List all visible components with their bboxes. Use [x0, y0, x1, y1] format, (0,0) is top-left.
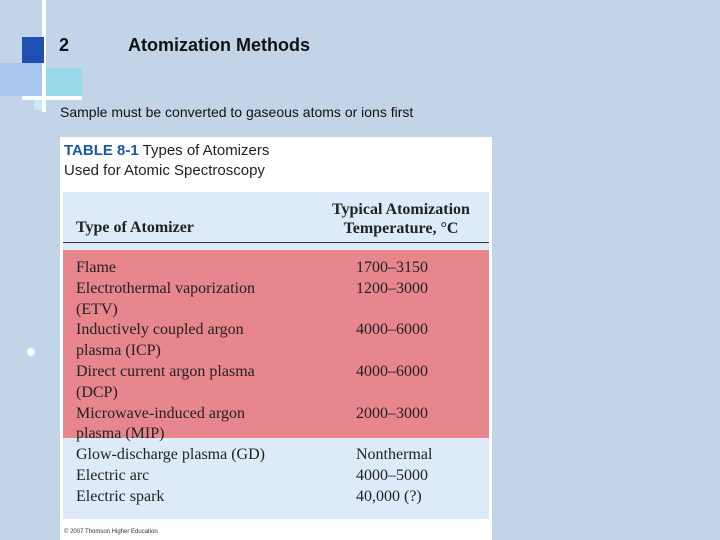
atomization-temperature: 1700–3150 [356, 259, 428, 276]
atomizer-name [76, 362, 311, 404]
table-title-line1: Types of Atomizers [142, 142, 270, 159]
atomization-temperature: 4000–6000 [356, 362, 428, 380]
atomization-temperature: 1200–3000 [356, 279, 428, 297]
decor-horizontal-bar [22, 96, 82, 100]
atomizer-name-line2: plasma (ICP) [76, 342, 161, 360]
atomization-temperature: 4000–6000 [356, 321, 428, 339]
decor-square-pale [34, 100, 42, 110]
atomizer-name [76, 487, 311, 508]
table-title-line2: Used for Atomic Spectroscopy [64, 162, 265, 179]
atomizer-name-line1: Flame [76, 259, 116, 276]
table-row [63, 487, 489, 508]
atomizer-name-line2: plasma (MIP) [76, 425, 165, 443]
atomizer-name-line1: Microwave-induced argon [76, 404, 245, 422]
atomizer-name-line2: (ETV) [76, 300, 118, 318]
atomizer-name-line1: Direct current argon plasma [76, 362, 255, 380]
table-row [63, 320, 489, 362]
table-row [63, 445, 489, 466]
atomizer-name-line1: Inductively coupled argon [76, 321, 244, 339]
column-header-atomizer: Type of Atomizer [76, 219, 194, 236]
column-header-temperature-line2: Temperature, °C [343, 220, 459, 237]
decor-square-light-blue [0, 63, 42, 96]
slide-subtitle: Sample must be converted to gaseous atoms or ions first [60, 104, 414, 120]
atomizer-name [76, 279, 311, 321]
atomization-temperature: 2000–3000 [356, 404, 428, 422]
atomizer-name-line1: Glow-discharge plasma (GD) [76, 446, 265, 464]
atomizer-table [63, 192, 489, 519]
decor-square-dark-blue [22, 37, 44, 63]
column-header-temperature-line1: Typical Atomization [332, 201, 470, 218]
table-row [63, 362, 489, 404]
table-header [63, 192, 489, 243]
slide-title: Atomization Methods [128, 35, 310, 55]
column-header-temperature [321, 200, 481, 238]
atomizer-name-line1: Electric spark [76, 487, 165, 505]
atomization-temperature: 4000–5000 [356, 466, 428, 484]
atomizer-name [76, 404, 311, 446]
table-row [63, 258, 489, 279]
decor-square-cyan [46, 68, 82, 96]
atomizer-name [76, 258, 311, 279]
table-figure [60, 137, 492, 540]
atomization-temperature: 40,000 (?) [356, 487, 422, 505]
table-row [63, 466, 489, 487]
table-body [63, 258, 489, 508]
slide-number: 2 [59, 35, 70, 55]
atomizer-name-line2: (DCP) [76, 383, 118, 401]
atomizer-name-line1: Electrothermal vaporization [76, 279, 256, 297]
table-caption [64, 141, 269, 181]
atomizer-name [76, 320, 311, 362]
atomizer-name-line1: Electric arc [76, 466, 150, 484]
atomization-temperature: Nonthermal [356, 446, 433, 464]
table-label: TABLE 8-1 [64, 142, 139, 159]
atomizer-name [76, 466, 311, 487]
bullet-dot-icon [27, 348, 35, 356]
table-row [63, 404, 489, 446]
atomizer-name [76, 445, 311, 466]
table-row [63, 279, 489, 321]
copyright-note: © 2007 Thomson Higher Education [64, 529, 158, 535]
